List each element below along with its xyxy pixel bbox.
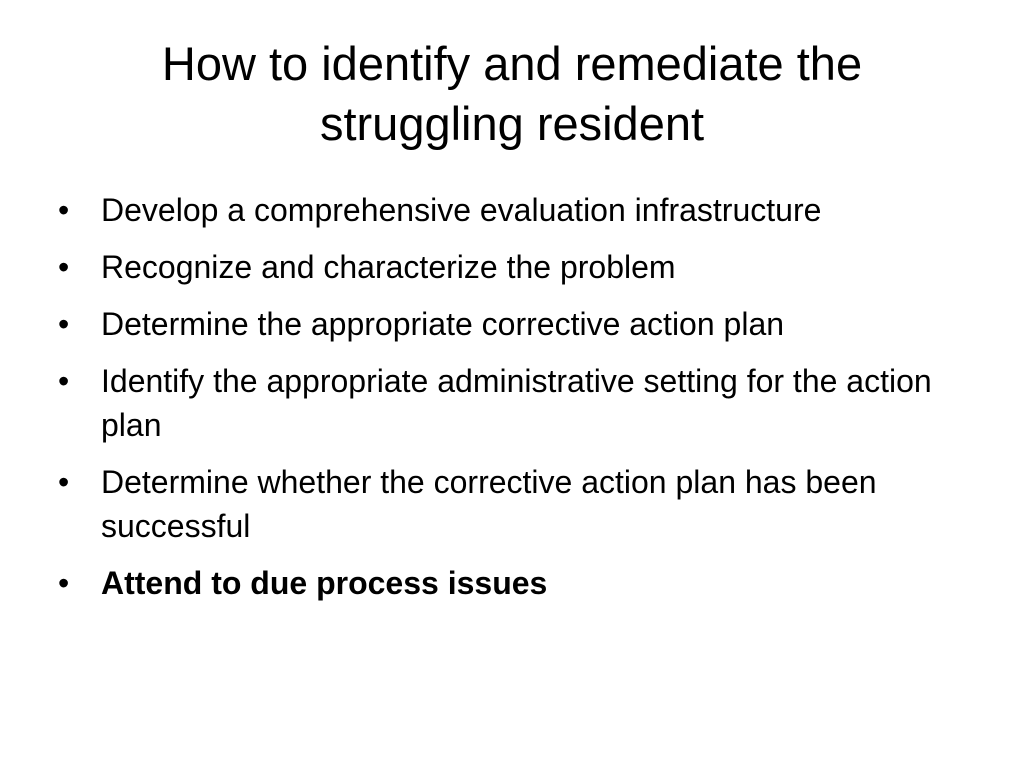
bullet-text: Determine whether the corrective action plan has been successful — [101, 464, 877, 544]
bullet-list — [58, 188, 968, 618]
bullet-item — [58, 561, 968, 605]
bullet-item — [58, 245, 968, 289]
bullet-dot-icon: • — [58, 565, 70, 601]
bullet-item — [58, 460, 968, 548]
bullet-item — [58, 359, 968, 447]
bullet-text: Determine the appropriate corrective action plan — [101, 306, 785, 342]
bullet-dot-icon: • — [58, 249, 70, 285]
bullet-dot-icon: • — [58, 306, 70, 342]
bullet-dot-icon: • — [58, 192, 70, 228]
bullet-text: Recognize and characterize the problem — [101, 249, 676, 285]
bullet-item — [58, 188, 968, 232]
bullet-text: Develop a comprehensive evaluation infrastructure — [101, 192, 822, 228]
bullet-text: Identify the appropriate administrative setting for the action plan — [101, 363, 932, 443]
bullet-item — [58, 302, 968, 346]
slide-title: How to identify and remediate the struggling resident — [161, 37, 863, 150]
bullet-dot-icon: • — [58, 363, 70, 399]
bullet-dot-icon: • — [58, 464, 70, 500]
bullet-text: Attend to due process issues — [101, 565, 548, 601]
